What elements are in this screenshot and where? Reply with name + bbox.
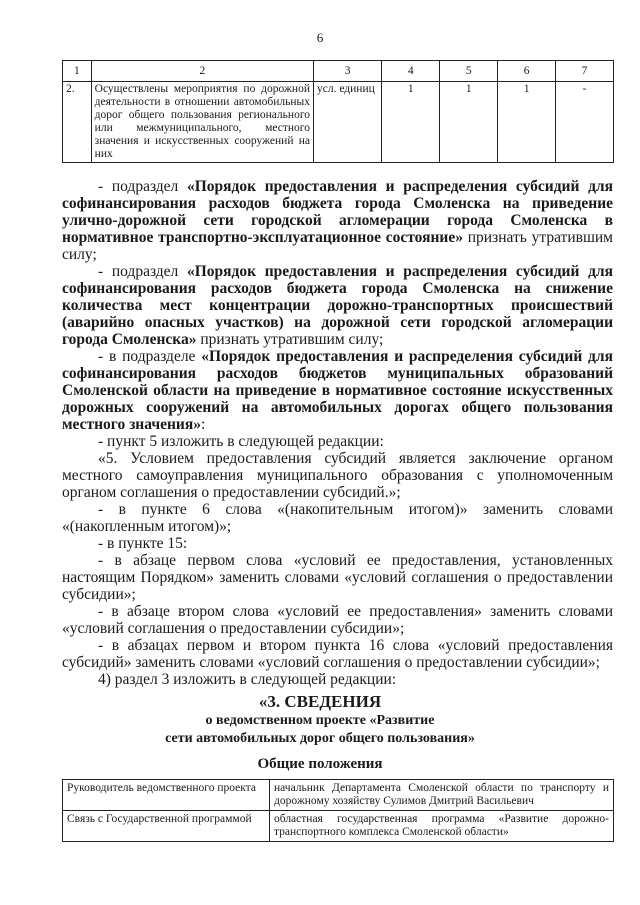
paragraph	[62, 178, 613, 263]
table-header-row	[63, 61, 614, 82]
paragraph: 4) раздел 3 изложить в следующей редакции:	[98, 671, 397, 688]
paragraph-tail: :	[201, 416, 206, 433]
row-value-7: -	[556, 82, 614, 163]
paragraph-text: - подраздел	[98, 263, 187, 280]
table-row	[63, 780, 614, 811]
paragraph-text: - в подразделе	[98, 348, 202, 365]
paragraph: - пункт 5 изложить в следующей редакции:	[98, 433, 384, 450]
row-description: Осуществлены мероприятия по дорожной деятельности в отношении автомобильных дорог общего пользования регионального или межмуниципального, местного значения и искусственных сооружений на них	[91, 82, 313, 163]
paragraph-text: - подраздел	[98, 178, 187, 195]
document-body	[62, 178, 613, 688]
paragraph-tail: признать утратившим силу;	[196, 331, 384, 348]
header-cell: 6	[498, 61, 556, 82]
general-heading: Общие положения	[257, 756, 383, 772]
paragraph: «5. Условием предоставления субсидий является заключение органом местного самоуправления муниципального образования с уполномоченным органом соглашения о предоставлении субсидий.»;	[62, 450, 613, 501]
info-key: Связь с Государственной программой	[63, 811, 270, 842]
paragraph: - в пункте 6 слова «(накопительным итогом)» заменить словами «(накопленным итогом)»;	[62, 501, 613, 535]
paragraph-bold: «Порядок предоставления и распределения субсидий для софинансирования расходов бюджета города Смоленска на приведение улично-дорожной сети городской агломерации города Смоленска в нормативное транспортно-эксплуатационное состояние»	[62, 178, 613, 246]
section-subheading: о ведомственном проекте «Развитие	[205, 713, 435, 728]
row-value-4: 1	[382, 82, 440, 163]
paragraph: - в пункте 15:	[98, 535, 188, 552]
paragraph	[62, 348, 613, 433]
paragraph	[62, 263, 613, 348]
header-cell: 4	[382, 61, 440, 82]
paragraph: - в абзацах первом и втором пункта 16 слова «условий предоставления субсидий» заменить словами «условий соглашения о предоставлении субсидии»;	[62, 637, 613, 671]
header-cell: 5	[440, 61, 498, 82]
row-value-6: 1	[498, 82, 556, 163]
table-row	[63, 82, 614, 163]
paragraph: - в абзаце втором слова «условий ее предоставления» заменить словами «условий соглашения о предоставлении субсидии»;	[62, 603, 613, 637]
table-row	[63, 811, 614, 842]
paragraph-tail: признать утратившим силу;	[62, 229, 613, 263]
header-cell: 3	[314, 61, 382, 82]
header-cell: 2	[91, 61, 313, 82]
header-cell: 7	[556, 61, 614, 82]
section-title	[0, 692, 640, 748]
page-number: 6	[316, 30, 324, 45]
paragraph: - в абзаце первом слова «условий ее предоставления, установленных настоящим Порядком» заменить словами «условий соглашения о предоставлении субсидии»;	[62, 552, 613, 603]
info-value: областная государственная программа «Развитие дорожно-транспортного комплекса Смоленской области»	[270, 811, 614, 842]
row-number: 2.	[63, 82, 92, 163]
row-unit: усл. единиц	[314, 82, 382, 163]
header-cell: 1	[63, 61, 92, 82]
info-value: начальник Департамента Смоленской области по транспорту и дорожному хозяйству Сулимов Дмитрий Васильевич	[270, 780, 614, 811]
indicator-table	[62, 60, 614, 163]
section-heading: «3. СВЕДЕНИЯ	[258, 692, 382, 711]
row-value-5: 1	[440, 82, 498, 163]
section-subheading: сети автомобильных дорог общего пользования»	[165, 731, 475, 746]
paragraph-bold: «Порядок предоставления и распределения субсидий для софинансирования расходов бюджета города Смоленска на снижение количества мест концентрации дорожно-транспортных происшествий (аварийно опасных участков) на дорожной сети городской агломерации города Смоленска»	[62, 263, 613, 348]
info-key: Руководитель ведомственного проекта	[63, 780, 270, 811]
project-info-table	[62, 779, 614, 842]
paragraph-bold: «Порядок предоставления и распределения субсидий для софинансирования расходов бюджетов муниципальных образований Смоленской области на приведение в нормативное состояние искусственных дорожных сооружений на автомобильных дорогах общего пользования местного значения»	[62, 348, 613, 433]
